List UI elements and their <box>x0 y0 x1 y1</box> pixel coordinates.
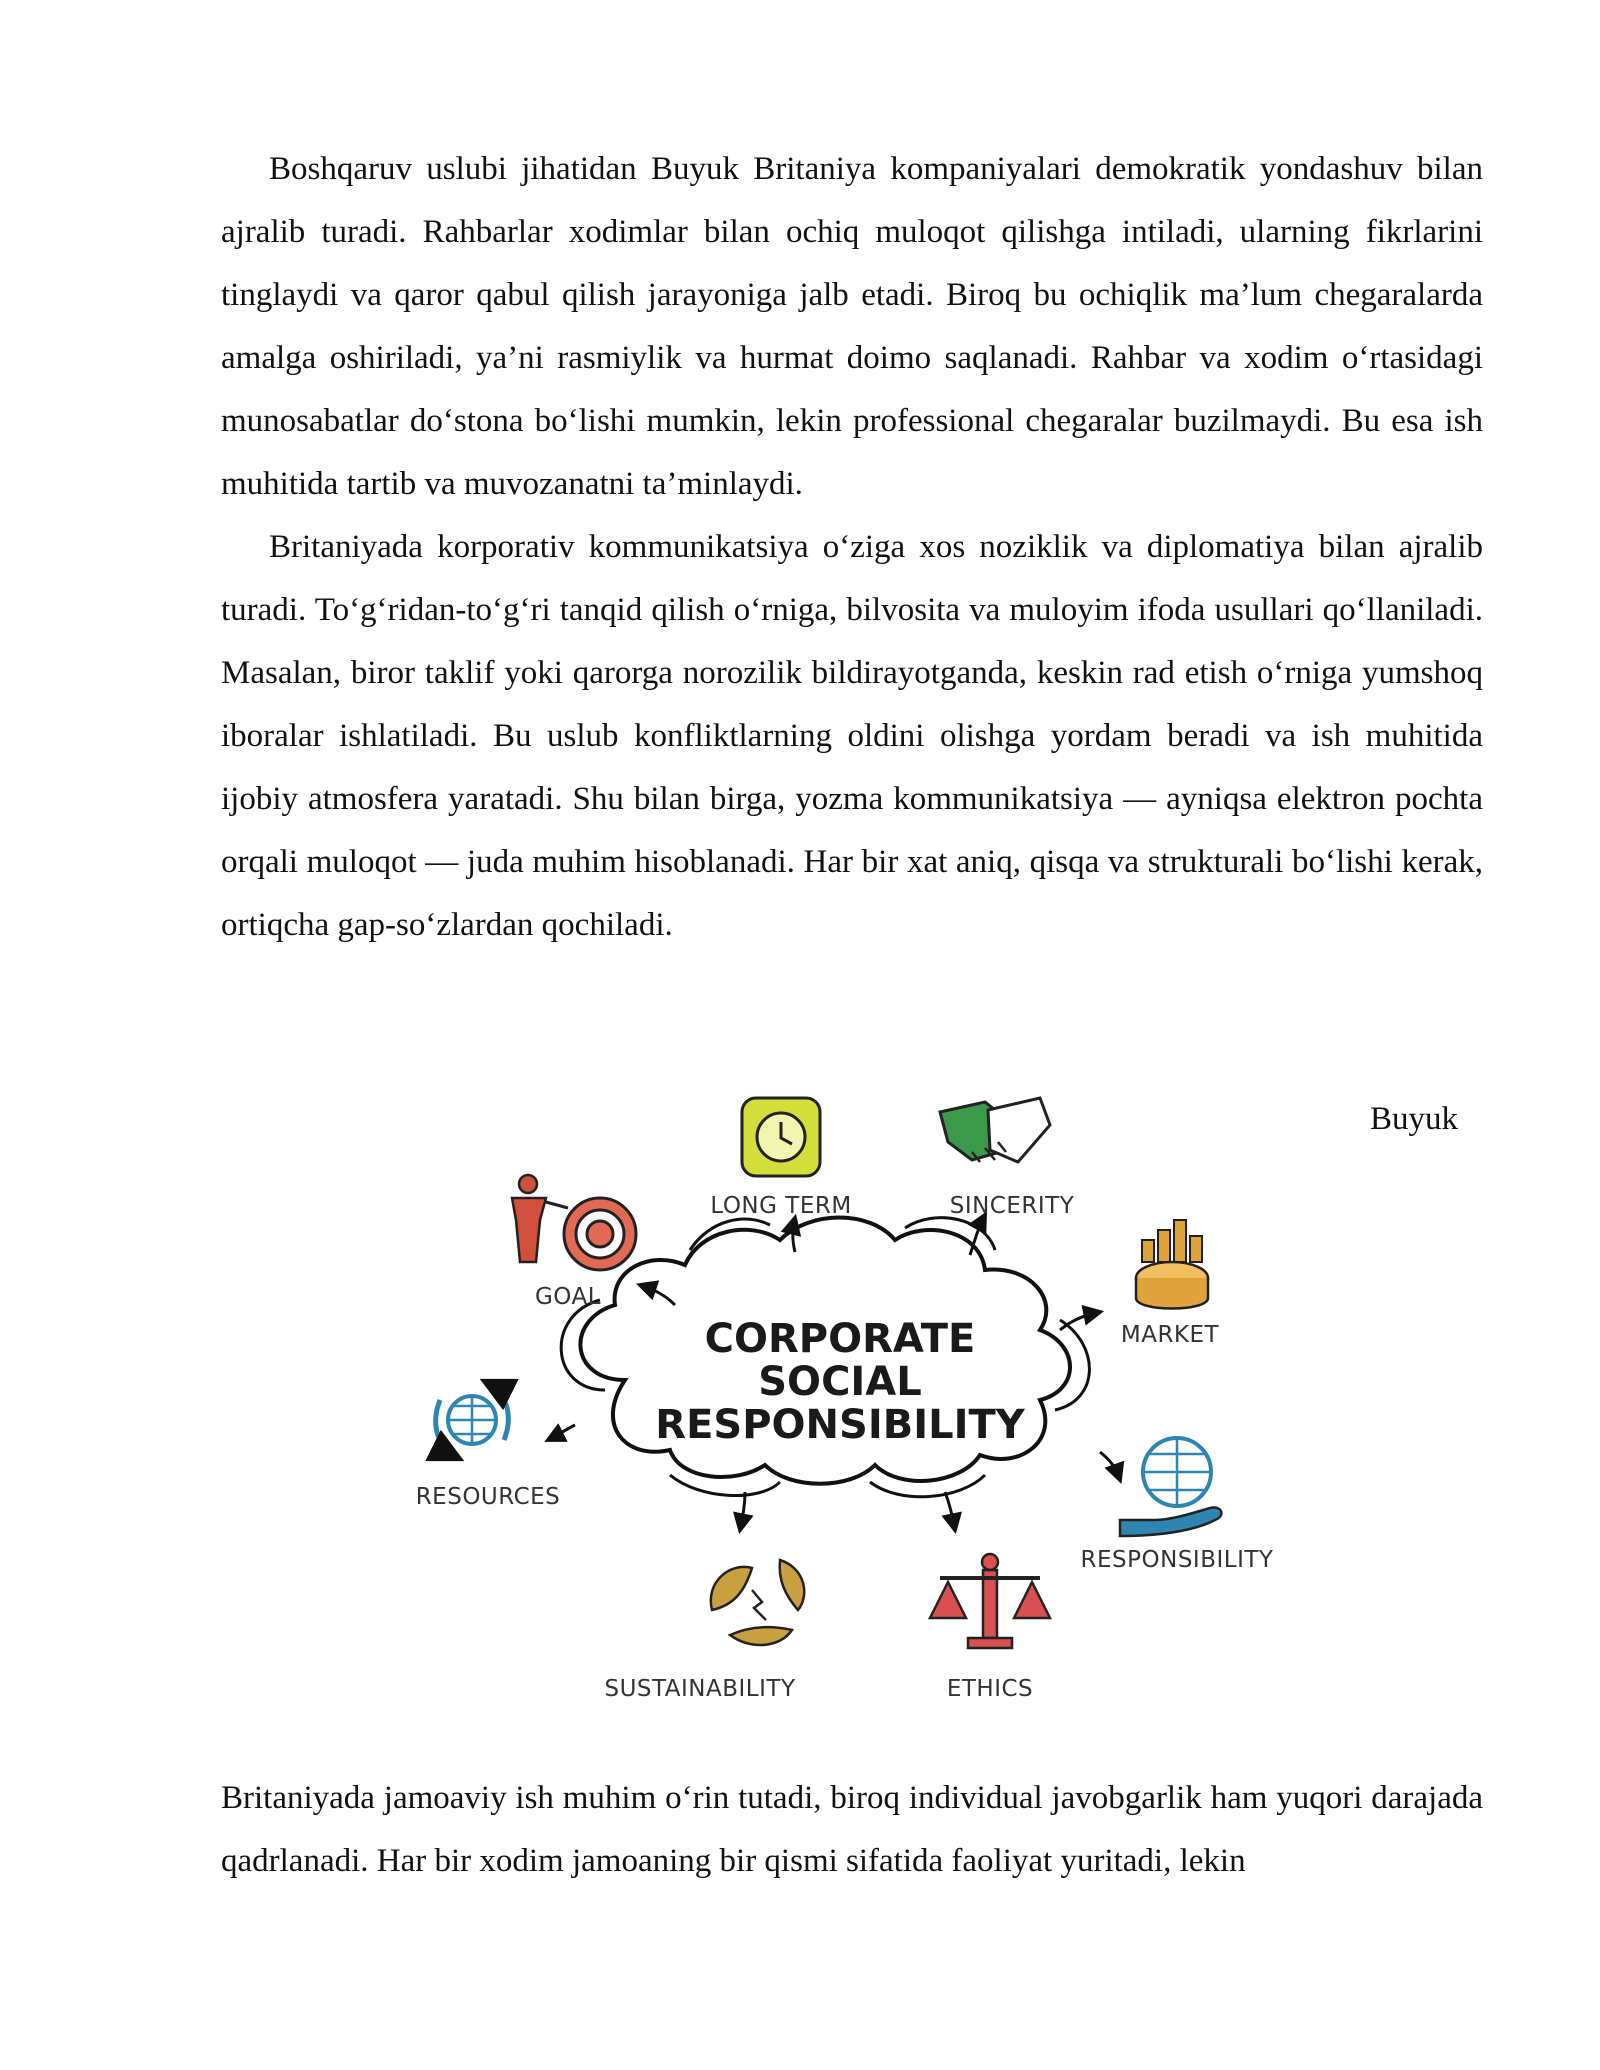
label-goal: GOAL <box>534 1284 602 1310</box>
label-resources: RESOURCES <box>415 1484 561 1510</box>
center-line-3: RESPONSIBILITY <box>655 1402 1025 1448</box>
target-person-icon <box>512 1175 636 1270</box>
center-line-2: SOCIAL <box>758 1359 922 1405</box>
label-responsibility: RESPONSIBILITY <box>1080 1547 1274 1573</box>
label-market: MARKET <box>1120 1322 1220 1348</box>
label-sincerity: SINCERITY <box>949 1193 1075 1219</box>
label-ethics: ETHICS <box>946 1676 1034 1702</box>
globe-hand-icon <box>1120 1438 1221 1536</box>
center-line-1: CORPORATE <box>704 1316 976 1362</box>
paragraph-corporate-communication: Britaniyada korporativ kommunikatsiya o‘ziga xos noziklik va diplomatiya bilan ajralib turadi. To‘g‘ridan-to‘g‘ri tanqid qilish o‘rniga, bilvosita va muloyim ifoda usullari qo‘llaniladi. Masalan, biror taklif yoki qarorga norozilik bildirayotganda, keskin rad etish o‘rniga yumshoq iboralar ishlatiladi. Bu uslub konfliktlarning oldini olishga yordam beradi va ish muhitida ijobiy atmosfera yaratadi. Shu bilan birga, yozma kommunikatsiya — ayniqsa elektron pochta orqali muloqot — juda muhim hisoblanadi. Har bir xat aniq, qisqa va strukturali bo‘lishi kerak, ortiqcha gap-so‘zlardan qochiladi. <box>221 529 1483 943</box>
label-long-term: LONG TERM <box>710 1193 852 1219</box>
globe-arrows-icon <box>436 1382 509 1458</box>
recycle-leaves-icon <box>711 1560 804 1645</box>
label-sustainability: SUSTAINABILITY <box>604 1676 796 1702</box>
paragraph-management-style: Boshqaruv uslubi jihatidan Buyuk Britaniya kompaniyalari demokratik yondashuv bilan ajralib turadi. Rahbarlar xodimlar bilan ochiq muloqot qilishga intiladi, ularning fikrlarini tinglaydi va qaror qabul qilish jarayoniga jalb etadi. Biroq bu ochiqlik ma’lum chegaralarda amalga oshiriladi, ya’ni rasmiylik va hurmat doimo saqlanadi. Rahbar va xodim o‘rtasidagi munosabatlar do‘stona bo‘lishi mumkin, lekin professional chegaralar buzilmaydi. Bu esa ish muhitida tartib va muvozanatni ta’minlaydi. <box>221 151 1483 502</box>
handshake-icon <box>940 1098 1050 1162</box>
csr-illustration <box>400 1090 1300 1730</box>
paragraph-teamwork: Britaniyada jamoaviy ish muhim o‘rin tutadi, biroq individual javobgarlik ham yuqori darajada qadrlanadi. Har bir xodim jamoaning bir qismi sifatida faoliyat yuritadi, lekin <box>221 1780 1483 1879</box>
center-cloud <box>561 1218 1089 1497</box>
scales-icon <box>930 1554 1050 1648</box>
pie-chart-bars-icon <box>1136 1220 1208 1309</box>
wrapped-word: Buyuk <box>1370 1101 1459 1137</box>
clock-icon <box>742 1098 820 1176</box>
